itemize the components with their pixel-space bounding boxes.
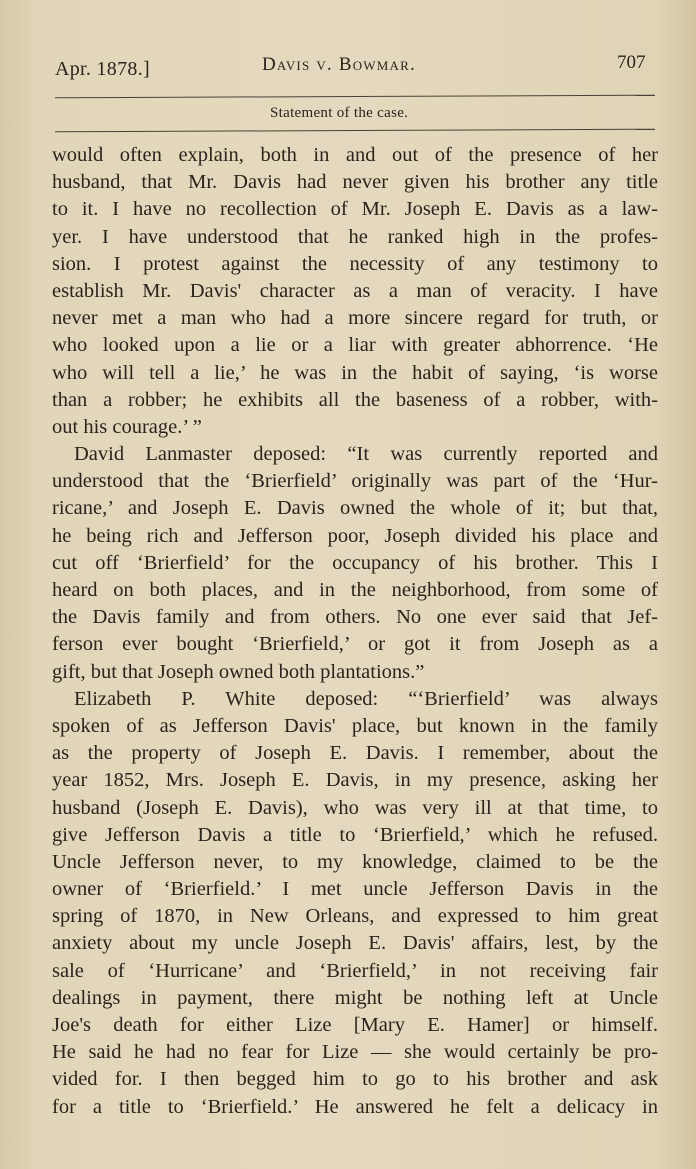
text-line: Elizabeth P. White deposed: “‘Brierfield’ was always <box>74 687 658 710</box>
text-line: Joe's death for either Lize [Mary E. Hamer] or himself. <box>52 1014 658 1036</box>
text-line: spoken of as Jefferson Davis' place, but known in the family <box>52 714 658 737</box>
text-line: heard on both places, and in the neighborhood, from some of <box>52 579 658 601</box>
text-line: the Davis family and from others. No one ever said that Jef- <box>52 606 658 629</box>
text-line: for a title to ‘Brierfield.’ He answered he felt a delicacy in <box>52 1095 658 1118</box>
text-line: vided for. I then begged him to go to his brother and ask <box>52 1068 658 1091</box>
text-line: ferson ever bought ‘Brierfield,’ or got it from Joseph as a <box>52 633 658 656</box>
header-rule-bottom <box>55 129 655 133</box>
text-line: spring of 1870, in New Orleans, and expressed to him great <box>52 905 658 928</box>
text-line: out his courage.’ ” <box>52 415 202 438</box>
section-subheading: Statement of the case. <box>270 105 409 121</box>
text-line: cut off ‘Brierfield’ for the occupancy of his brother. This I <box>52 551 658 574</box>
text-line: understood that the ‘Brierfield’ originally was part of the ‘Hur- <box>52 470 658 493</box>
text-line: ricane,’ and Joseph E. Davis owned the whole of it; but that, <box>52 497 658 520</box>
header-case-title: Davis v. Bowmar. <box>262 54 416 75</box>
text-line: husband, that Mr. Davis had never given his brother any title <box>52 171 658 194</box>
text-line: husband (Joseph E. Davis), who was very ill at that time, to <box>52 796 658 819</box>
text-line: yer. I have understood that he ranked high in the profes- <box>52 225 658 248</box>
text-line: year 1852, Mrs. Joseph E. Davis, in my presence, asking her <box>52 769 658 792</box>
page-number: 707 <box>617 52 646 73</box>
text-line: to it. I have no recollection of Mr. Joseph E. Davis as a law- <box>52 198 658 221</box>
text-line: who looked upon a lie or a liar with greater abhorrence. ‘He <box>52 334 658 357</box>
text-line: dealings in payment, there might be nothing left at Uncle <box>52 986 658 1009</box>
header-rule-top <box>55 95 655 99</box>
text-line: anxiety about my uncle Joseph E. Davis' affairs, lest, by the <box>52 932 658 955</box>
body-text <box>52 142 658 1121</box>
header-date: Apr. 1878.] <box>55 58 150 80</box>
text-line: owner of ‘Brierfield.’ I met uncle Jefferson Davis in the <box>52 878 658 901</box>
text-line: gift, but that Joseph owned both plantations.” <box>52 660 425 683</box>
text-line: sale of ‘Hurricane’ and ‘Brierfield,’ in not receiving fair <box>52 959 658 982</box>
text-line: David Lanmaster deposed: “It was currently reported and <box>74 443 658 466</box>
text-line: sion. I protest against the necessity of any testimony to <box>52 252 658 275</box>
text-line: He said he had no fear for Lize — she would certainly be pro- <box>52 1041 658 1064</box>
text-line: establish Mr. Davis' character as a man of veracity. I have <box>52 279 658 302</box>
text-line: give Jefferson Davis a title to ‘Brierfield,’ which he refused. <box>52 823 658 846</box>
text-line: Uncle Jefferson never, to my knowledge, claimed to be the <box>52 850 658 873</box>
text-line: never met a man who had a more sincere regard for truth, or <box>52 307 658 330</box>
text-line: as the property of Joseph E. Davis. I remember, about the <box>52 742 658 765</box>
running-header <box>0 50 696 82</box>
text-line: he being rich and Jefferson poor, Joseph divided his place and <box>52 524 658 547</box>
text-line: who will tell a lie,’ he was in the habit of saying, ‘is worse <box>52 361 658 384</box>
text-line: would often explain, both in and out of the presence of her <box>52 144 658 166</box>
text-line: than a robber; he exhibits all the baseness of a robber, with- <box>52 388 658 411</box>
